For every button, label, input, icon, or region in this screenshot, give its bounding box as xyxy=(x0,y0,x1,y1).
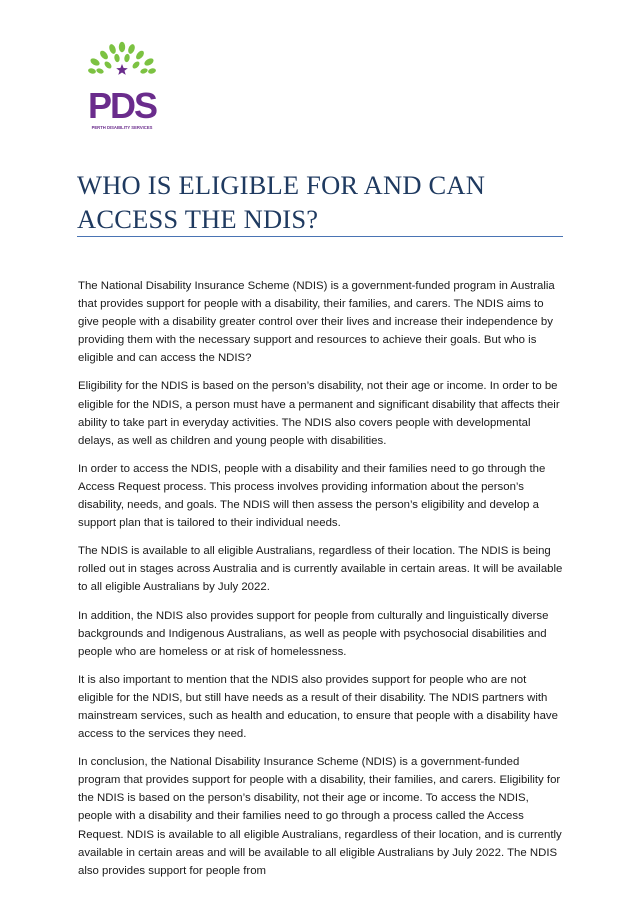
star-icon xyxy=(116,64,128,75)
paragraph-availability: The NDIS is available to all eligible Australians, regardless of their location. The NDIS is being rolled out in stages across Australia and is currently available in certain areas. It will be available to all eligible Australians by July 2022. xyxy=(78,545,563,594)
paragraph-intro: The National Disability Insurance Scheme (NDIS) is a government-funded program in Australia that provides support for people with a disability, their families, and carers. The NDIS aims to give people with a disability greater control over their lives and increase their independence by providing them with the necessary support and resources to achieve their goals. But who is eligible and can access the NDIS? xyxy=(78,280,555,365)
paragraph-conclusion: In conclusion, the National Disability Insurance Scheme (NDIS) is a government-funded program that provides support for people with a disability, their families, and carers. Eligibility for the NDIS is based on the person’s disability, not their age or income. To access the NDIS, people with a disability and their families need to go through a process called the Access Request. NDIS is available to all eligible Australians, regardless of their location, and is currently available in certain areas and will be available to all eligible Australians by July 2022. The NDIS also provides support for people from xyxy=(78,756,562,877)
article-body xyxy=(78,277,564,890)
paragraph-access: In order to access the NDIS, people with a disability and their families need to go through the Access Request process. This process involves providing information about the person’s disability, needs, and goals. The NDIS will then assess the person’s eligibility and develop a support plan that is tailored to their individual needs. xyxy=(78,462,546,530)
paragraph-eligibility: Eligibility for the NDIS is based on the person’s disability, not their age or income. In order to be eligible for the NDIS, a person must have a permanent and significant disability that affects their ability to take part in everyday activities. The NDIS also covers people with developmental delays, as well as children and young people with disabilities. xyxy=(78,380,560,447)
paragraph-diverse-support: In addition, the NDIS also provides support for people from culturally and linguistically diverse backgrounds and Indigenous Australians, as well as people with psychosocial disabilities and people who are homeless or at risk of homelessness. xyxy=(78,609,549,658)
title-divider xyxy=(77,236,563,237)
logo-tagline: PERTH DISABILITY SERVICES xyxy=(91,125,153,130)
pds-logo xyxy=(80,40,164,132)
paragraph-mainstream: It is also important to mention that the NDIS also provides support for people who are not eligible for the NDIS, but still have needs as a result of their disability. The NDIS partners with mainstream services, such as health and education, to ensure that people with a disability have access to the services they need. xyxy=(78,673,558,741)
page-title: WHO IS ELIGIBLE FOR AND CAN ACCESS THE NDIS? xyxy=(77,170,486,234)
logo-text: PDS xyxy=(87,85,157,126)
